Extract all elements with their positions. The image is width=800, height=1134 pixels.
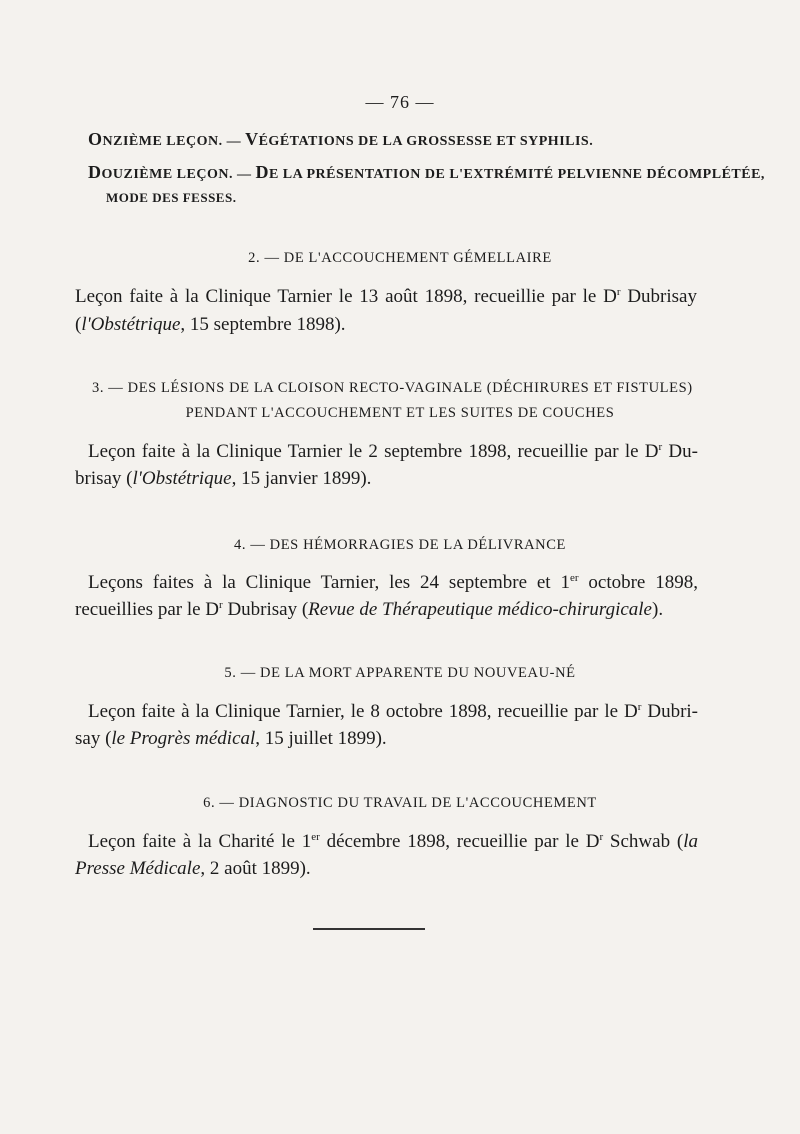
section-2-journal: l'Obstétrique [81, 314, 181, 335]
section-6-journal-start: la [683, 831, 698, 852]
section-5-date: , 15 juillet 1899). [255, 728, 387, 749]
section-4-sup: er [569, 572, 579, 584]
section-6-journal: Presse Médicale [75, 858, 201, 879]
section-5-line1 [88, 701, 698, 723]
section-4-text-c: recueillies par le D [75, 599, 220, 620]
section-5-journal: le Progrès médical [111, 728, 256, 749]
lesson-douzieme-title-line2: MODE DES FESSES. [106, 190, 237, 205]
section-2-sup: r [616, 286, 621, 298]
section-4-close: ). [652, 599, 664, 620]
lesson-onzieme-label: NZIÈME LEÇON. [102, 134, 223, 149]
section-3-heading-line2: PENDANT L'ACCOUCHEMENT ET LES SUITES DE COUCHES [185, 405, 615, 421]
section-6-date: , 2 août 1899). [200, 858, 311, 879]
lesson-douzieme-label-initial: D [88, 162, 102, 182]
section-5-heading: 5. — DE LA MORT APPARENTE DU NOUVEAU-NÉ [224, 665, 576, 681]
section-2-paren: ( [75, 314, 82, 335]
section-6-text-a: Leçon faite à la Charité le 1 [88, 831, 312, 852]
section-6-heading: 6. — DIAGNOSTIC DU TRAVAIL DE L'ACCOUCHEMENT [203, 795, 597, 811]
end-rule [313, 928, 425, 930]
section-4-heading: 4. — DES HÉMORRAGIES DE LA DÉLIVRANCE [234, 537, 566, 553]
section-4-text-a: Leçons faites à la Clinique Tarnier, les 24 septembre et 1 [88, 572, 570, 593]
section-4-line1 [88, 572, 698, 594]
lesson-onzieme-label-initial: O [88, 129, 103, 149]
section-6-sup: er [311, 831, 320, 843]
section-2-text-b: Dubrisay [620, 286, 697, 307]
lesson-onzieme-title-initial: V [245, 129, 259, 149]
page-number: — 76 — [365, 92, 435, 112]
lesson-onzieme-dash: — [222, 134, 246, 149]
section-2-date: , 15 septembre 1898). [180, 314, 346, 335]
section-6-text-b: décembre 1898, recueillie par le D [319, 831, 600, 852]
lesson-douzieme [88, 162, 765, 183]
section-4-text-d: Dubrisay ( [222, 599, 309, 620]
section-5-sup: r [637, 701, 642, 713]
section-4-sup2: r [219, 599, 223, 611]
section-3-journal: l'Obstétrique [132, 468, 232, 489]
section-4-line2 [75, 599, 663, 621]
section-2-line2 [75, 314, 346, 336]
section-5-text-b: Dubri- [641, 701, 698, 722]
section-6-line1 [88, 831, 698, 853]
lesson-douzieme-dash: — [232, 167, 256, 182]
lesson-douzieme-title: E LA PRÉSENTATION DE L'EXTRÉMITÉ PELVIENNE DÉCOMPLÉTÉE, [268, 167, 765, 182]
section-4-text-b: octobre 1898, [578, 572, 698, 593]
section-3-text-c: brisay ( [75, 468, 133, 489]
section-5-text-a: Leçon faite à la Clinique Tarnier, le 8 octobre 1898, recueillie par le D [88, 701, 638, 722]
section-3-heading-line1: 3. — DES LÉSIONS DE LA CLOISON RECTO-VAGINALE (DÉCHIRURES ET FISTULES) [92, 380, 693, 396]
section-3-text-a: Leçon faite à la Clinique Tarnier le 2 septembre 1898, recueillie par le D [88, 441, 659, 462]
lesson-onzieme [88, 129, 593, 150]
section-3-line1 [88, 441, 698, 463]
section-2-line1 [75, 286, 697, 308]
section-6-text-c: Schwab ( [603, 831, 684, 852]
lesson-douzieme-label: OUZIÈME LEÇON. [101, 167, 233, 182]
section-5-line2 [75, 728, 387, 750]
section-2-heading: 2. — DE L'ACCOUCHEMENT GÉMELLAIRE [248, 250, 552, 266]
section-3-date: , 15 janvier 1899). [231, 468, 372, 489]
lesson-onzieme-title: ÉGÉTATIONS DE LA GROSSESSE ET SYPHILIS. [258, 134, 594, 149]
section-4-journal: Revue de Thérapeutique médico-chirurgicale [308, 599, 652, 620]
section-6-line2 [75, 858, 311, 880]
lesson-douzieme-title-initial: D [255, 162, 269, 182]
section-3-text-b: Du- [662, 441, 698, 462]
section-3-line2 [75, 468, 371, 490]
section-6-sup2: r [599, 831, 604, 843]
section-3-sup: r [658, 441, 663, 453]
section-5-text-c: say ( [75, 728, 112, 749]
section-2-text-a: Leçon faite à la Clinique Tarnier le 13 août 1898, recueillie par le D [75, 286, 617, 307]
